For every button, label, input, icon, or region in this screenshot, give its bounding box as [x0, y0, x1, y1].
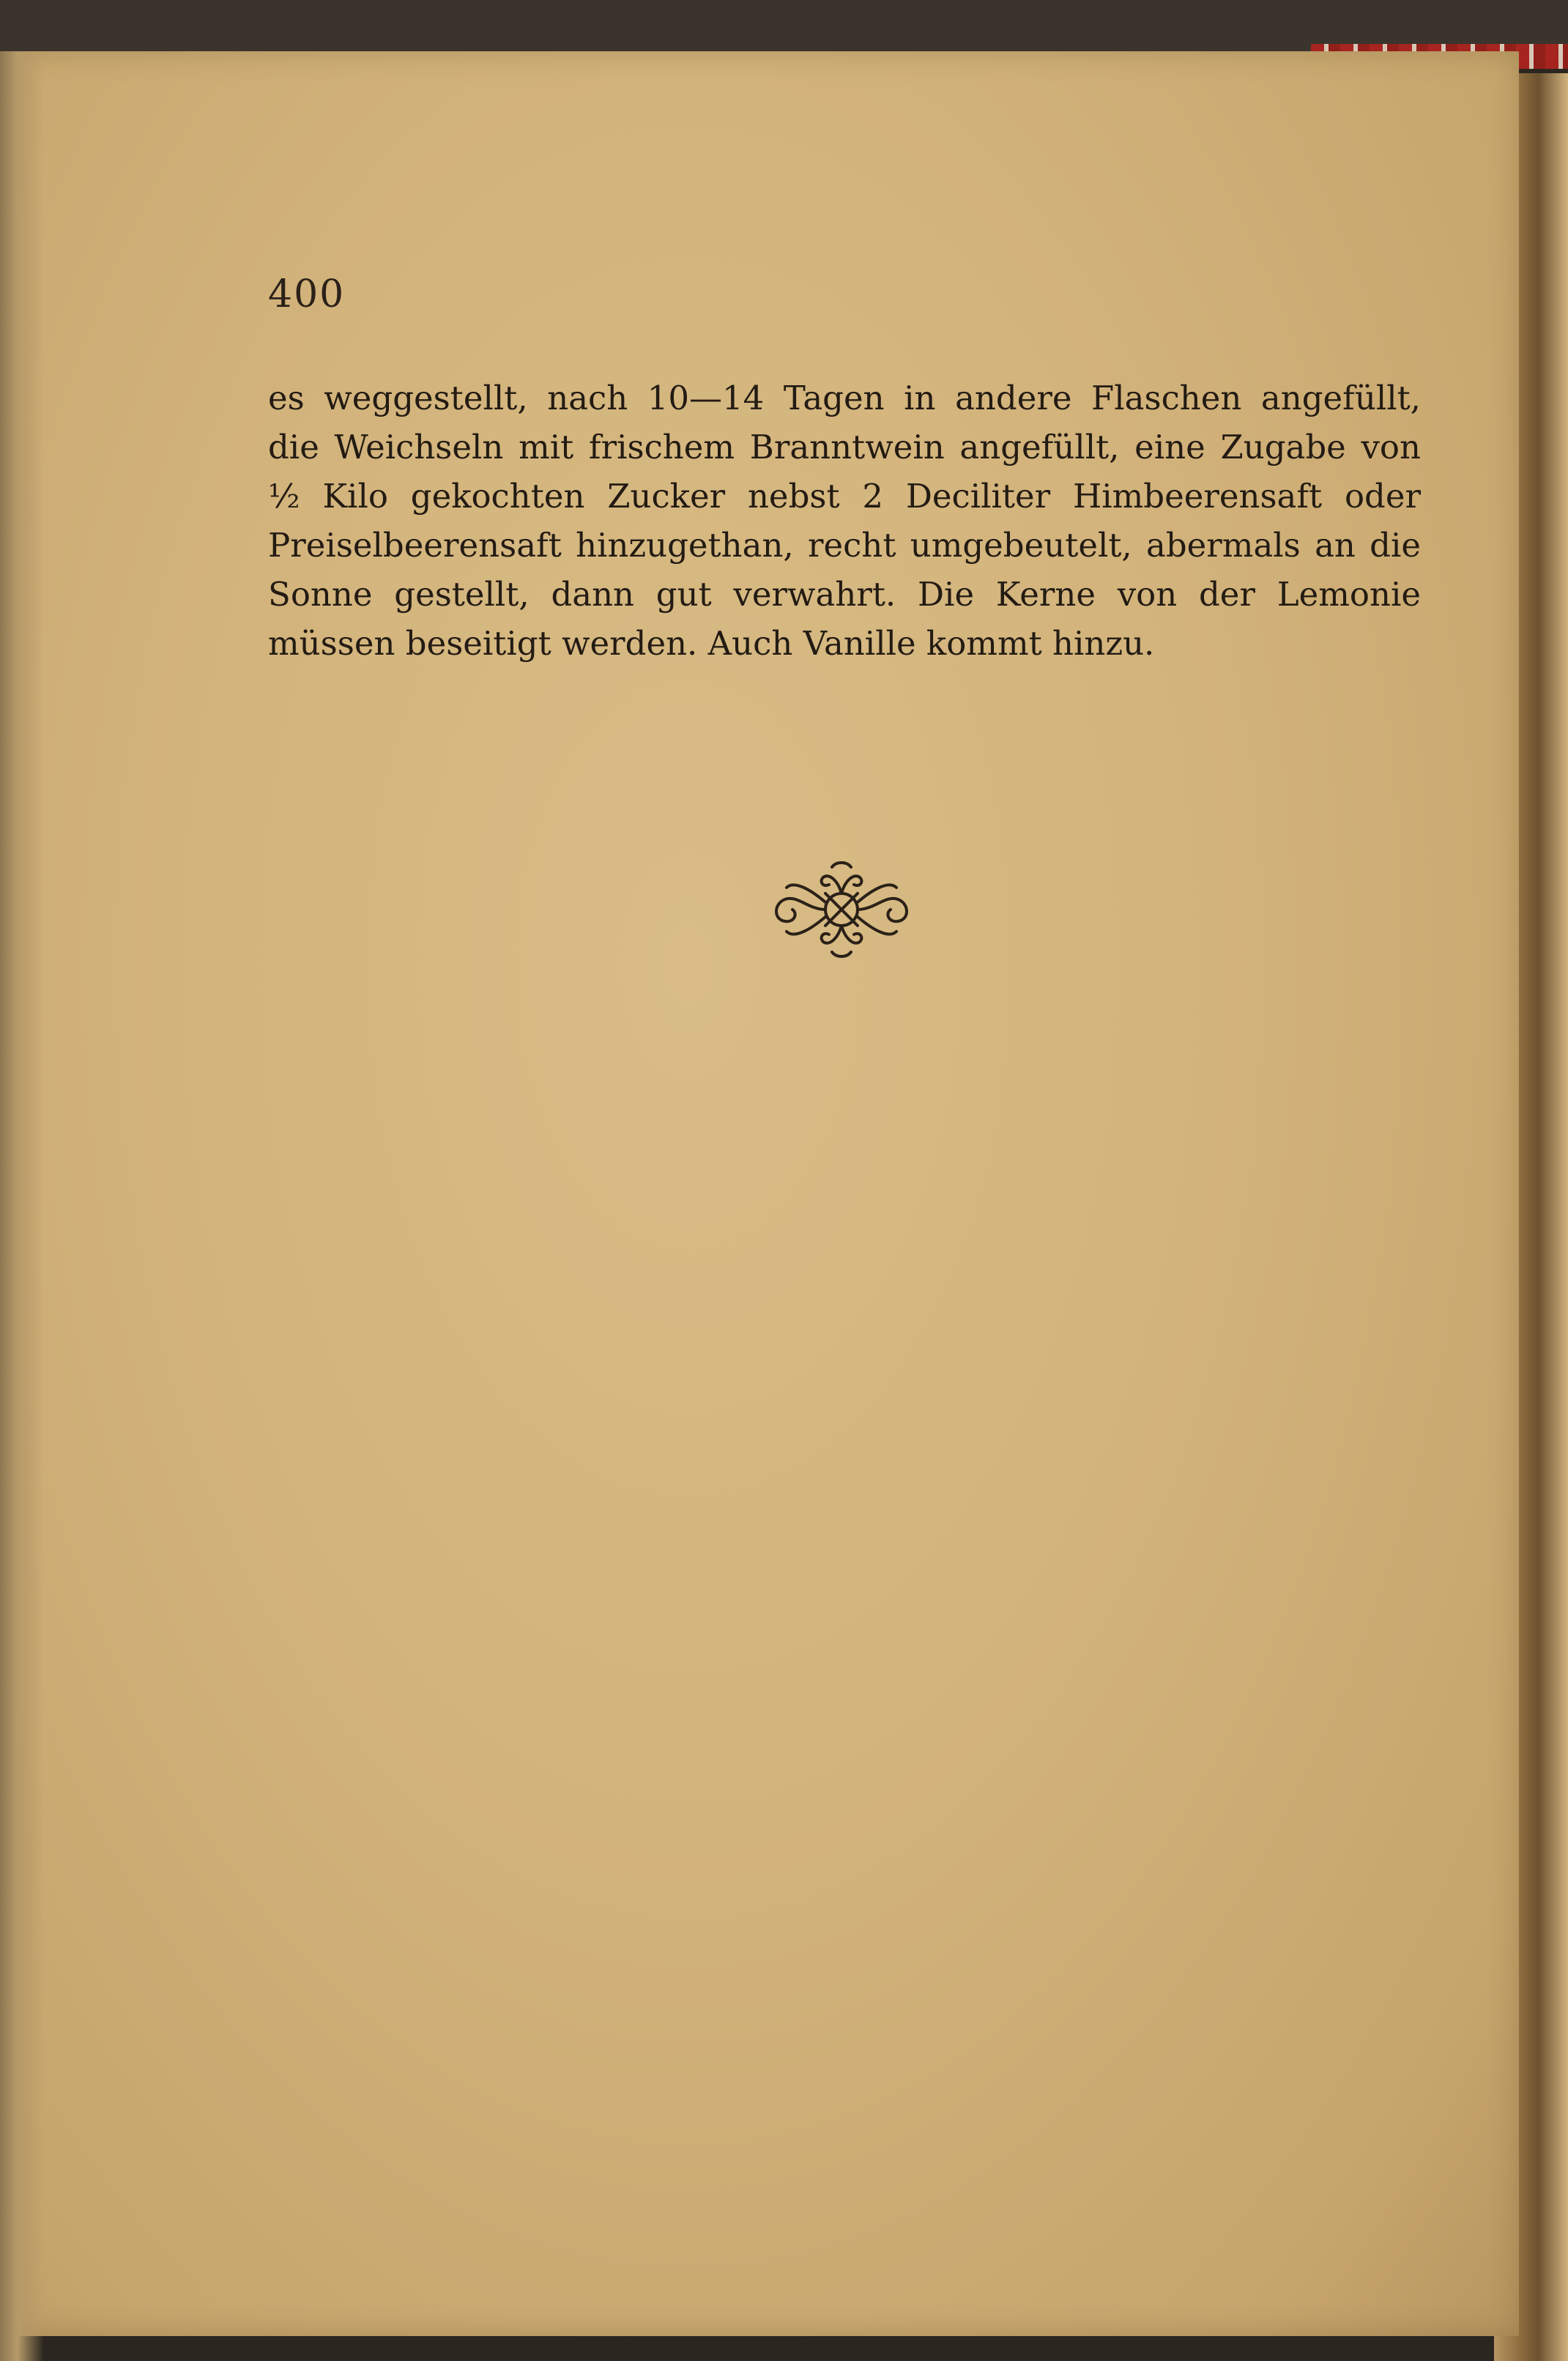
text-line: müssen beseitigt werden. Auch Vanille kommt hinzu.: [268, 624, 1155, 663]
page-number: 400: [268, 272, 346, 316]
page-edge-left: [0, 51, 44, 2361]
text-line: Sonne gestellt, dann gut verwahrt. Die Kerne von der Lemonie: [268, 575, 1421, 614]
text-line: die Weichseln mit frischem Branntwein angefüllt, eine Zugabe von: [268, 428, 1421, 466]
text-line: es weggestellt, nach 10—14 Tagen in andere Flaschen angefüllt,: [268, 379, 1421, 417]
paragraph: [268, 373, 1421, 668]
fleuron-icon: [765, 851, 918, 968]
text-line: ½ Kilo gekochten Zucker nebst 2 Deciliter Himbeerensaft oder: [268, 477, 1421, 516]
text-line: Preiselbeerensaft hinzugethan, recht umgebeutelt, abermals an die: [268, 526, 1421, 565]
